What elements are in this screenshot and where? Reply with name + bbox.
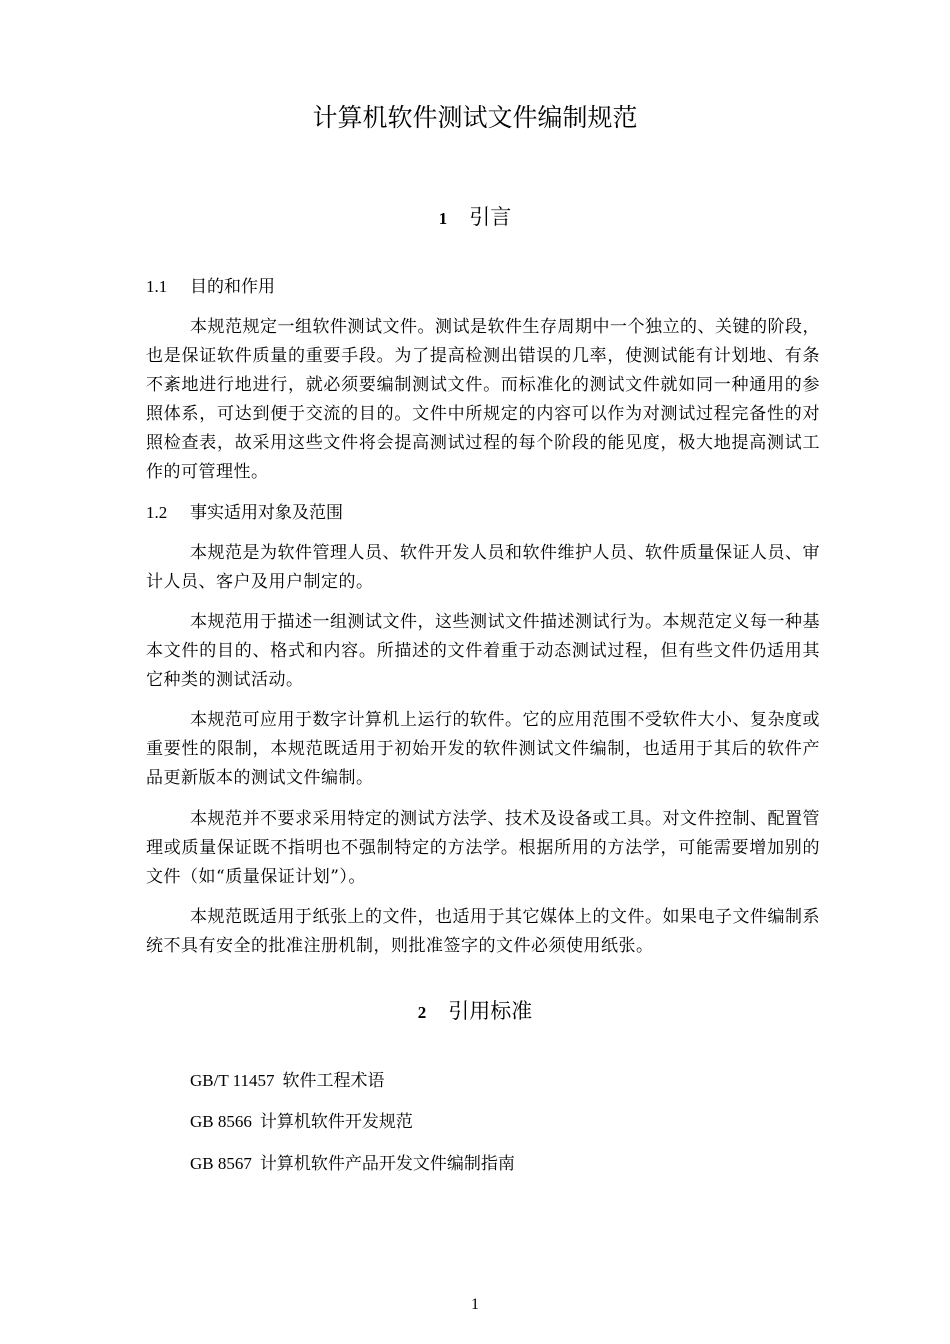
reference-item bbox=[190, 1109, 413, 1135]
reference-title: 计算机软件开发规范 bbox=[259, 1112, 413, 1132]
section-1-2-paragraph-5: 本规范既适用于纸张上的文件，也适用于其它媒体上的文件。如果电子文件编制系统不具有安全的批准注册机制，则批准签字的文件必须使用纸张。 bbox=[146, 907, 820, 956]
section-1-2-number: 1.2 bbox=[146, 503, 168, 522]
reference-code: GB 8566 bbox=[190, 1112, 252, 1131]
section-1-2-heading bbox=[146, 500, 343, 526]
reference-title: 软件工程术语 bbox=[282, 1071, 385, 1091]
section-1-2-paragraph-4: 本规范并不要求采用特定的测试方法学、技术及设备或工具。对文件控制、配置管理或质量保证既不指明也不强制特定的方法学。根据所用的方法学，可能需要增加别的文件（如“质量保证计划”）。 bbox=[146, 809, 820, 887]
section-1-1-heading bbox=[146, 274, 275, 300]
section-1-1-number: 1.1 bbox=[146, 277, 168, 296]
reference-item bbox=[190, 1068, 385, 1094]
section-1-1-paragraph: 本规范规定一组软件测试文件。测试是软件生存周期中一个独立的、关键的阶段，也是保证软件质量的重要手段。为了提高检测出错误的几率，使测试能有计划地、有条不紊地进行地进行，就必须要编制测试文件。而标准化的测试文件就如同一种通用的参照体系，可达到便于交流的目的。文件中所规定的内容可以作为对测试过程完备性的对照检查表，故采用这些文件将会提高测试过程的每个阶段的能见度，极大地提高测试工作的可管理性。 bbox=[146, 317, 820, 482]
document-title: 计算机软件测试文件编制规范 bbox=[312, 103, 638, 132]
chapter-1-title: 引言 bbox=[469, 205, 512, 229]
reference-code: GB/T 11457 bbox=[190, 1071, 275, 1090]
chapter-1-number: 1 bbox=[438, 209, 448, 228]
chapter-1-heading bbox=[0, 202, 950, 234]
chapter-2-heading bbox=[0, 996, 950, 1028]
reference-title: 计算机软件产品开发文件编制指南 bbox=[259, 1154, 515, 1174]
section-1-2-paragraph-1: 本规范是为软件管理人员、软件开发人员和软件维护人员、软件质量保证人员、审计人员、客户及用户制定的。 bbox=[146, 543, 820, 592]
section-1-2-paragraph-2: 本规范用于描述一组测试文件，这些测试文件描述测试行为。本规范定义每一种基本文件的目的、格式和内容。所描述的文件着重于动态测试过程，但有些文件仍适用其它种类的测试活动。 bbox=[146, 612, 820, 690]
reference-item bbox=[190, 1151, 515, 1177]
chapter-2-number: 2 bbox=[417, 1003, 427, 1022]
reference-code: GB 8567 bbox=[190, 1154, 252, 1173]
section-1-2-paragraph-3: 本规范可应用于数字计算机上运行的软件。它的应用范围不受软件大小、复杂度或重要性的限制，本规范既适用于初始开发的软件测试文件编制，也适用于其后的软件产品更新版本的测试文件编制。 bbox=[146, 710, 820, 788]
section-1-2-title: 事实适用对象及范围 bbox=[190, 503, 343, 523]
page-number: 1 bbox=[471, 1296, 479, 1313]
chapter-2-title: 引用标准 bbox=[448, 999, 533, 1023]
section-1-1-title: 目的和作用 bbox=[190, 277, 275, 297]
